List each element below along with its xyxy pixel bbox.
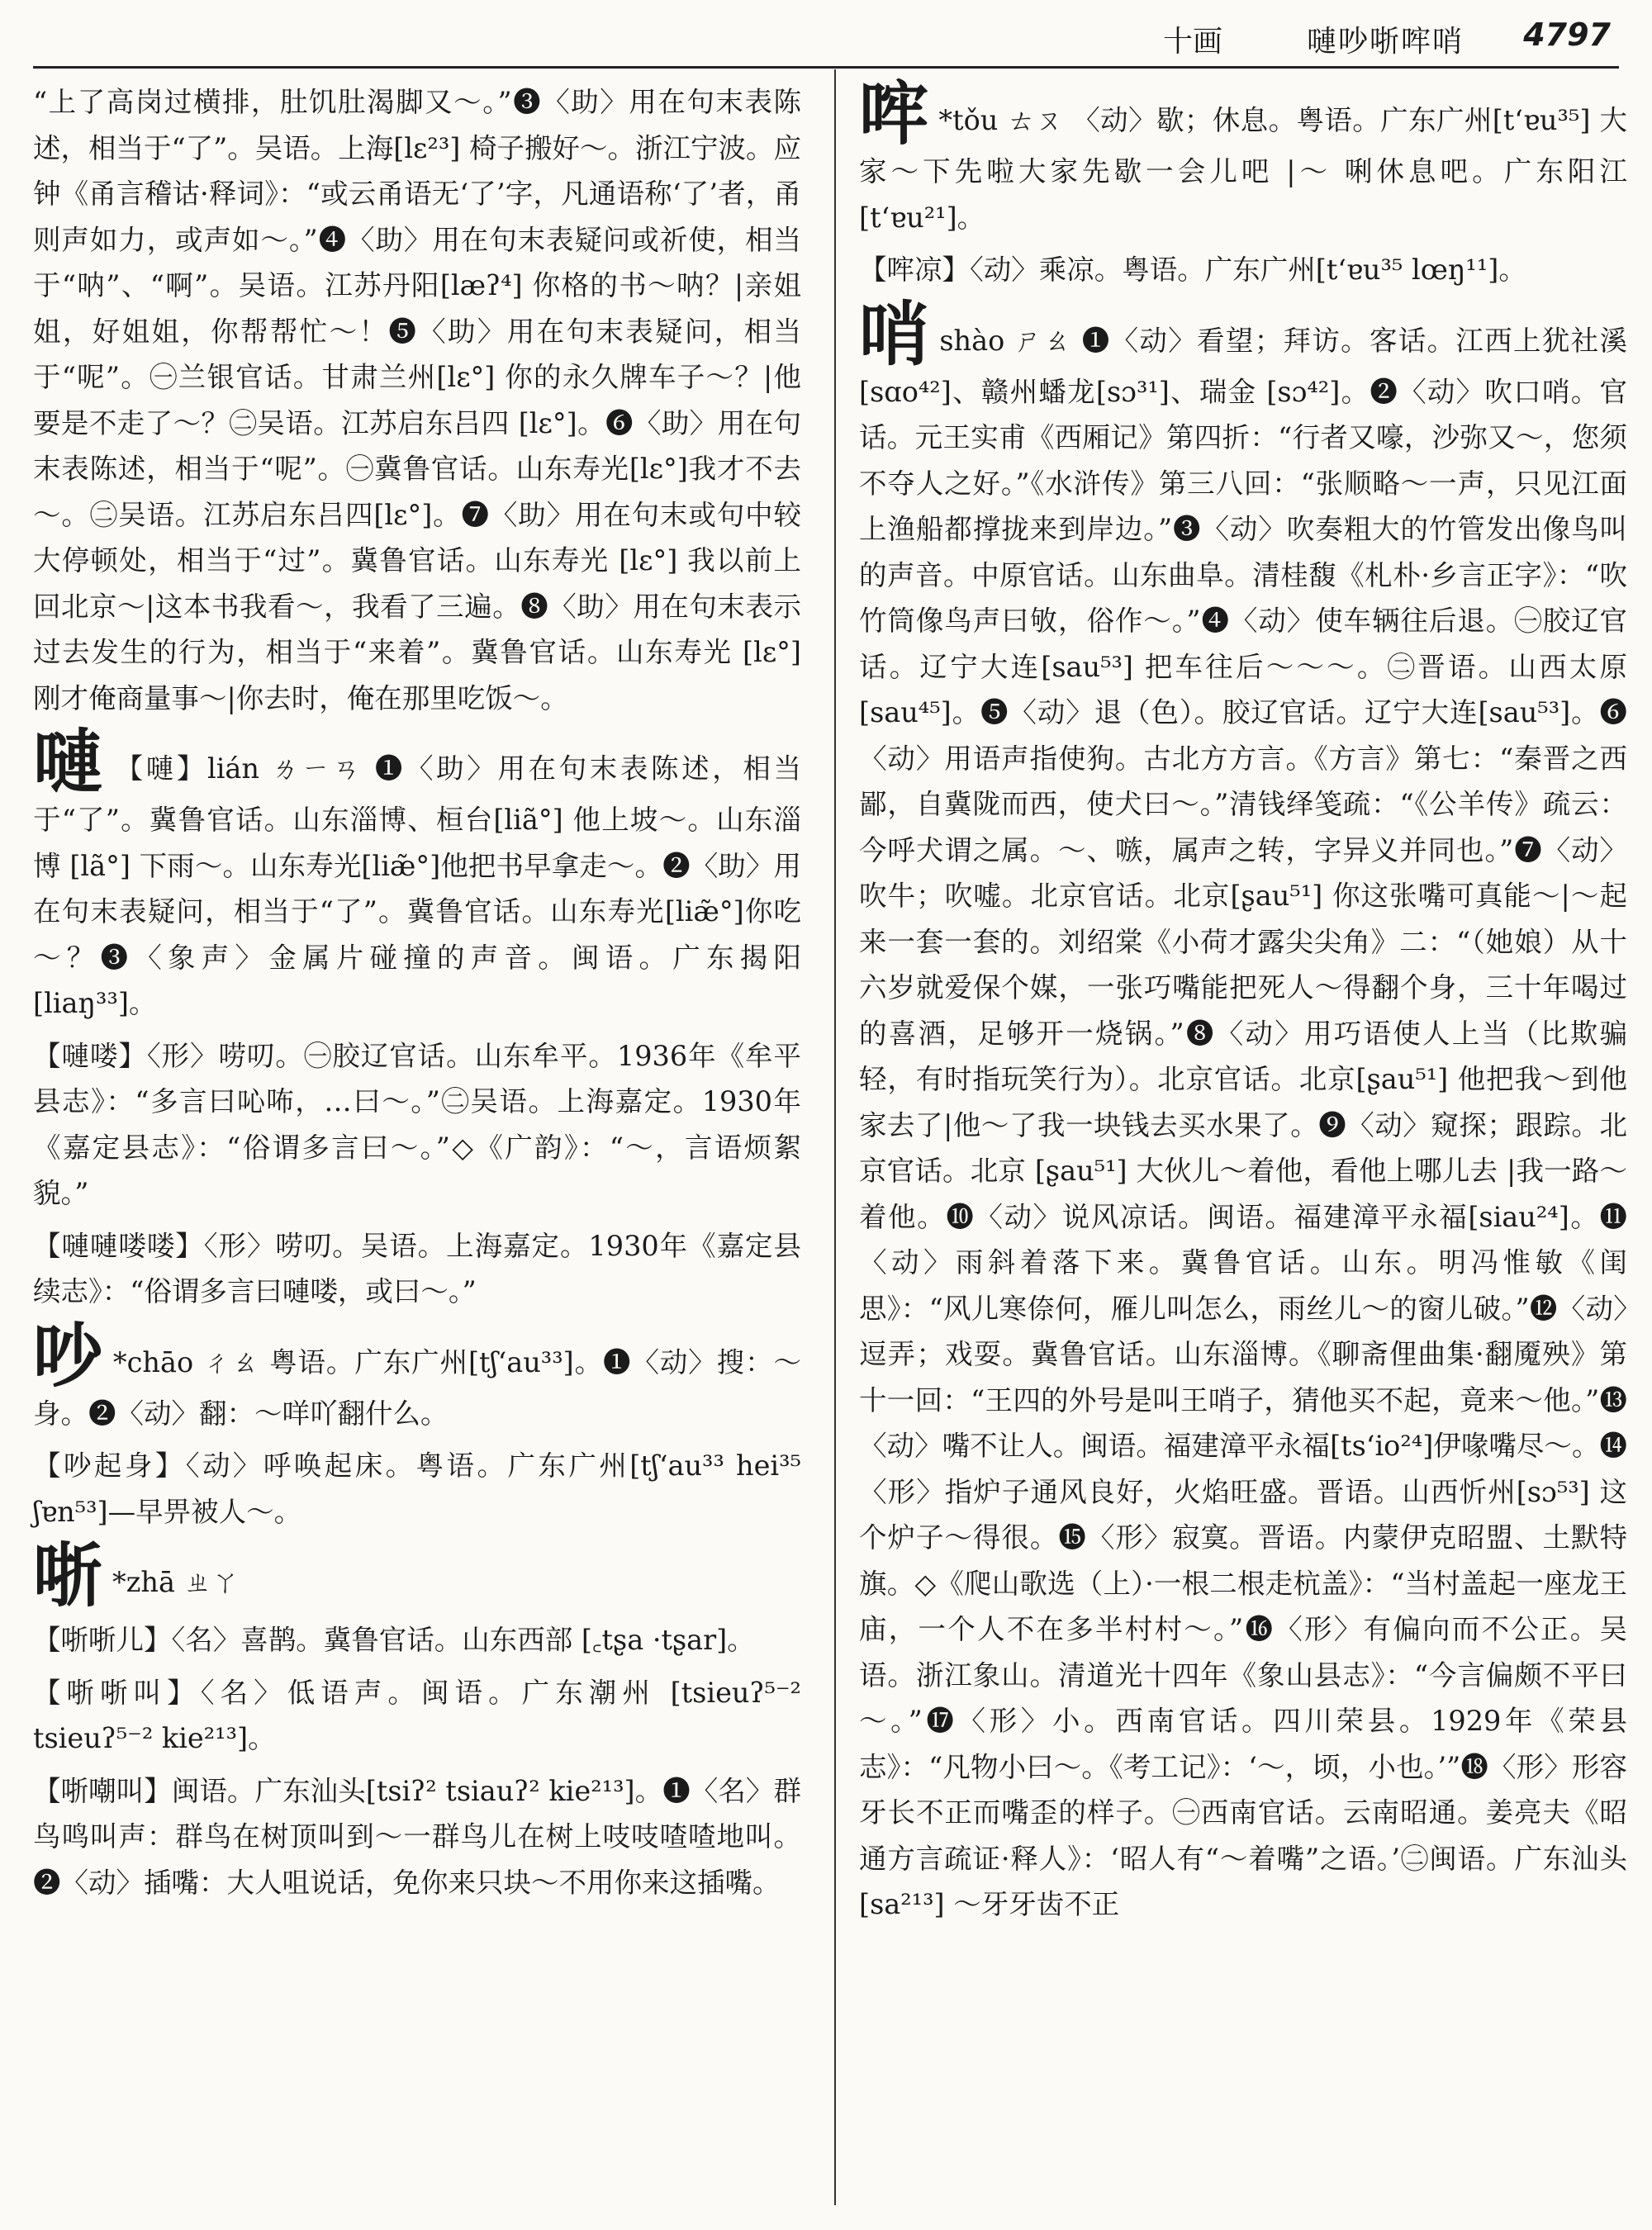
subentry-lianlianloulou: 【嗹嗹喽喽】〈形〉唠叨。吴语。上海嘉定。1930年《嘉定县续志》：“俗谓多言曰嗹喽，或曰～。” bbox=[33, 1229, 801, 1307]
subentry-zhazhajiao: 【哳哳叫】〈名〉低语声。闽语。广东潮州 [tsieuʔ⁵⁻² tsieuʔ⁵⁻² kie²¹³]。 bbox=[33, 1676, 801, 1754]
subentry-touliang: 【哰凉】〈动〉乘凉。粤语。广东广州[t‘ɐu³⁵ lœŋ¹¹]。 bbox=[859, 254, 1526, 286]
header-rule bbox=[33, 66, 1619, 69]
header-characters: 嗹吵哳哰哨 bbox=[1306, 25, 1464, 59]
column-divider bbox=[834, 69, 836, 2205]
headword-shao: 哨 bbox=[859, 292, 930, 375]
entry-shao-text: shào ㄕㄠ ❶〈动〉看望；拜访。客话。江西上犹社溪 [sɑo⁴²]、赣州蟠龙[sɔ³¹]、瑞金 [sɔ⁴²]。❷〈动〉吹口哨。官话。元王实甫《西厢记》第四折：“行者又嚎，沙弥又～，您须不夺人之好。”《水浒传》第三八回：“张顺略～一声，只见江面上渔船都撑拢来到岸边。”❸〈动〉吹奏粗大的竹管发出像鸟叫的声音。中原官话。山东曲阜。清桂馥《札朴·乡言正字》：“吹竹筒像鸟声曰敂，俗作～。”❹〈动〉使车辆往后退。㊀胶辽官话。辽宁大连[sau⁵³] 把车往后～～～。㊁晋语。山西太原[sau⁴⁵]。❺〈动〉退（色）。胶辽官话。辽宁大连[sau⁵³]。❻〈动〉用语声指使狗。古北方方言。《方言》第七：“秦晋之西鄙，自冀陇而西，使犬曰～。”清钱绎笺疏：“《公羊传》疏云：今呼犬谓之属。～、嗾，属声之转，字异义并同也。”❼〈动〉吹牛；吹嘘。北京官话。北京[ʂau⁵¹] 你这张嘴可真能～|～起来一套一套的。刘绍棠《小荷才露尖尖角》二：“（她娘）从十六岁就爱保个媒，一张巧嘴能把死人～得翻个身，三十年喝过的喜酒，足够开一烧锅。”❽〈动〉用巧语使人上当（比欺骗轻，有时指玩笑行为）。北京官话。北京[ʂau⁵¹] 他把我～到他家去了|他～了我一块钱去买水果了。❾〈动〉窥探；跟踪。北京官话。北京 [ʂau⁵¹] 大伙儿～着他，看他上哪儿去 |我一路～着他。❿〈动〉说风凉话。闽语。福建漳平永福[siau²⁴]。⓫〈动〉雨斜着落下来。冀鲁官话。山东。明冯惟敏《闺思》：“风儿寒倷何，雁儿叫怎么，雨丝儿～的窗儿破。”⓬〈动〉逗弄；戏耍。冀鲁官话。山东淄博。《聊斋俚曲集·翻魇殃》第十一回：“王四的外号是叫王哨子，猜他买不起，竟来～他。”⓭〈动〉嘴不让人。闽语。福建漳平永福[ts‘io²⁴]伊喙嘴尽～。⓮〈形〉指炉子通风良好，火焰旺盛。晋语。山西忻州[sɔ⁵³] 这个炉子～得很。⓯〈形〉寂寞。晋语。内蒙伊克昭盟、土默特旗。◇《爬山歌选（上）·一根二根走杭盖》：“当村盖起一座龙王庙，一个人不在多半村村～。”⓰〈形〉有偏向而不公正。吴语。浙江象山。清道光十四年《象山县志》：“今言偏颇不平曰～。”⓱〈形〉小。西南官话。四川荣县。1929年《荣县志》：“凡物小曰～。《考工记》：‘～，顷，小也。’”⓲〈形〉形容牙长不正而嘴歪的样子。㊀西南官话。云南昭通。姜亮夫《昭通方言疏证·释人》：‘昭人有“～着嘴”之语。’㊁闽语。广东汕头[sa²¹³] ～牙牙齿不正 bbox=[859, 324, 1627, 1920]
entry-tou bbox=[859, 73, 1627, 240]
entry-chao bbox=[33, 1314, 801, 1437]
continued-entry: “上了高岗过横排，肚饥肚渴脚又～。”❸〈助〉用在句末表陈述，相当于“了”。吴语。上海[lɛ²³] 椅子搬好～。浙江宁波。应钟《甬言稽诂·释词》：“或云甬语无‘了’字，凡通语称‘了’者，甬则声如力，或声如～。”❹〈助〉用在句末表疑问或祈使，相当于“呐”、“啊”。吴语。江苏丹阳[læʔ⁴] 你格的书～呐？|亲姐姐，好姐姐，你帮帮忙～！❺〈助〉用在句末表疑问，相当于“呢”。㊀兰银官话。甘肃兰州[lɛ°] 你的永久牌车子～？|他要是不走了～？㊁吴语。江苏启东吕四 [lɛ°]。❻〈助〉用在句末表陈述，相当于“呢”。㊀冀鲁官话。山东寿光[lɛ°]我才不去～。㊁吴语。江苏启东吕四[lɛ°]。❼〈助〉用在句末或句中较大停顿处，相当于“过”。冀鲁官话。山东寿光 [lɛ°] 我以前上回北京～|这本书我看～，我看了三遍。❽〈助〉用在句末表示过去发生的行为，相当于“来着”。冀鲁官话。山东寿光 [lɛ°] 刚才俺商量事～|你去时，俺在那里吃饭～。 bbox=[33, 86, 801, 714]
subentry-zhazhaer: 【哳哳儿】〈名〉喜鹊。冀鲁官话。山东西部 [꜀tʂa ·tʂar]。 bbox=[33, 1624, 755, 1656]
headword-tou: 哰 bbox=[859, 73, 929, 154]
page-header bbox=[0, 0, 1652, 64]
page-number: 4797 bbox=[1523, 17, 1611, 53]
entry-shao bbox=[859, 292, 1627, 1928]
entry-lian-text: 【嗹】lián ㄌㄧㄢ ❶〈助〉用在句末表陈述，相当于“了”。冀鲁官话。山东淄博、桓台[liã°] 他上坡～。山东淄博 [lã°] 下雨～。山东寿光[liæ̃°]他把书早拿走～。❷〈助〉用在句末表疑问，相当于“了”。冀鲁官话。山东寿光[liæ̃°]你吃～？❸〈象声〉金属片碰撞的声音。闽语。广东揭阳 [liaŋ³³]。 bbox=[33, 752, 801, 1019]
subentry-chaoqishen: 【吵起身】〈动〉呼唤起床。粤语。广东广州[tʃ‘au³³ hei³⁵ ʃɐn⁵³]—早畀被人～。 bbox=[33, 1450, 801, 1528]
headword-lian: 嗹 bbox=[33, 721, 106, 803]
entry-zha bbox=[33, 1535, 801, 1616]
entry-chao-text: *chāo ㄔㄠ 粤语。广东广州[tʃ‘au³³]。❶〈动〉搜：～身。❷〈动〉翻：～咩吖翻什么。 bbox=[33, 1345, 801, 1430]
entry-lian bbox=[33, 721, 801, 1027]
chapter-label: 十画 bbox=[1162, 25, 1222, 59]
left-column bbox=[33, 79, 801, 1912]
entry-tou-text: *tǒu ㄊㄡ 〈动〉歇；休息。粤语。广东广州[t‘ɐu³⁵] 大家～下先啦大家先歇一会儿吧 |～ 唎休息吧。广东阳江[t‘ɐu²¹]。 bbox=[859, 104, 1627, 234]
headword-zha: 哳 bbox=[33, 1535, 103, 1616]
subentry-zhachaojiao: 【哳嘲叫】闽语。广东汕头[tsiʔ² tsiauʔ² kie²¹³]。❶〈名〉群鸟鸣叫声：群鸟在树顶叫到～一群鸟儿在树上吱吱喳喳地叫。❷〈动〉插嘴：大人咀说话，免你来只块～不用你来这插嘴。 bbox=[33, 1774, 801, 1899]
right-column bbox=[859, 73, 1627, 1934]
subentry-lianlou: 【嗹喽】〈形〉唠叨。㊀胶辽官话。山东牟平。1936年《牟平县志》：“多言曰吣咘，…曰～。”㊁吴语。上海嘉定。1930年《嘉定县志》：“俗谓多言曰～。”◇《广韵》：“～，言语烦絮貌。” bbox=[33, 1039, 801, 1209]
headword-chao: 吵 bbox=[33, 1314, 103, 1397]
entry-zha-text: *zhā ㄓㄚ bbox=[112, 1566, 240, 1598]
